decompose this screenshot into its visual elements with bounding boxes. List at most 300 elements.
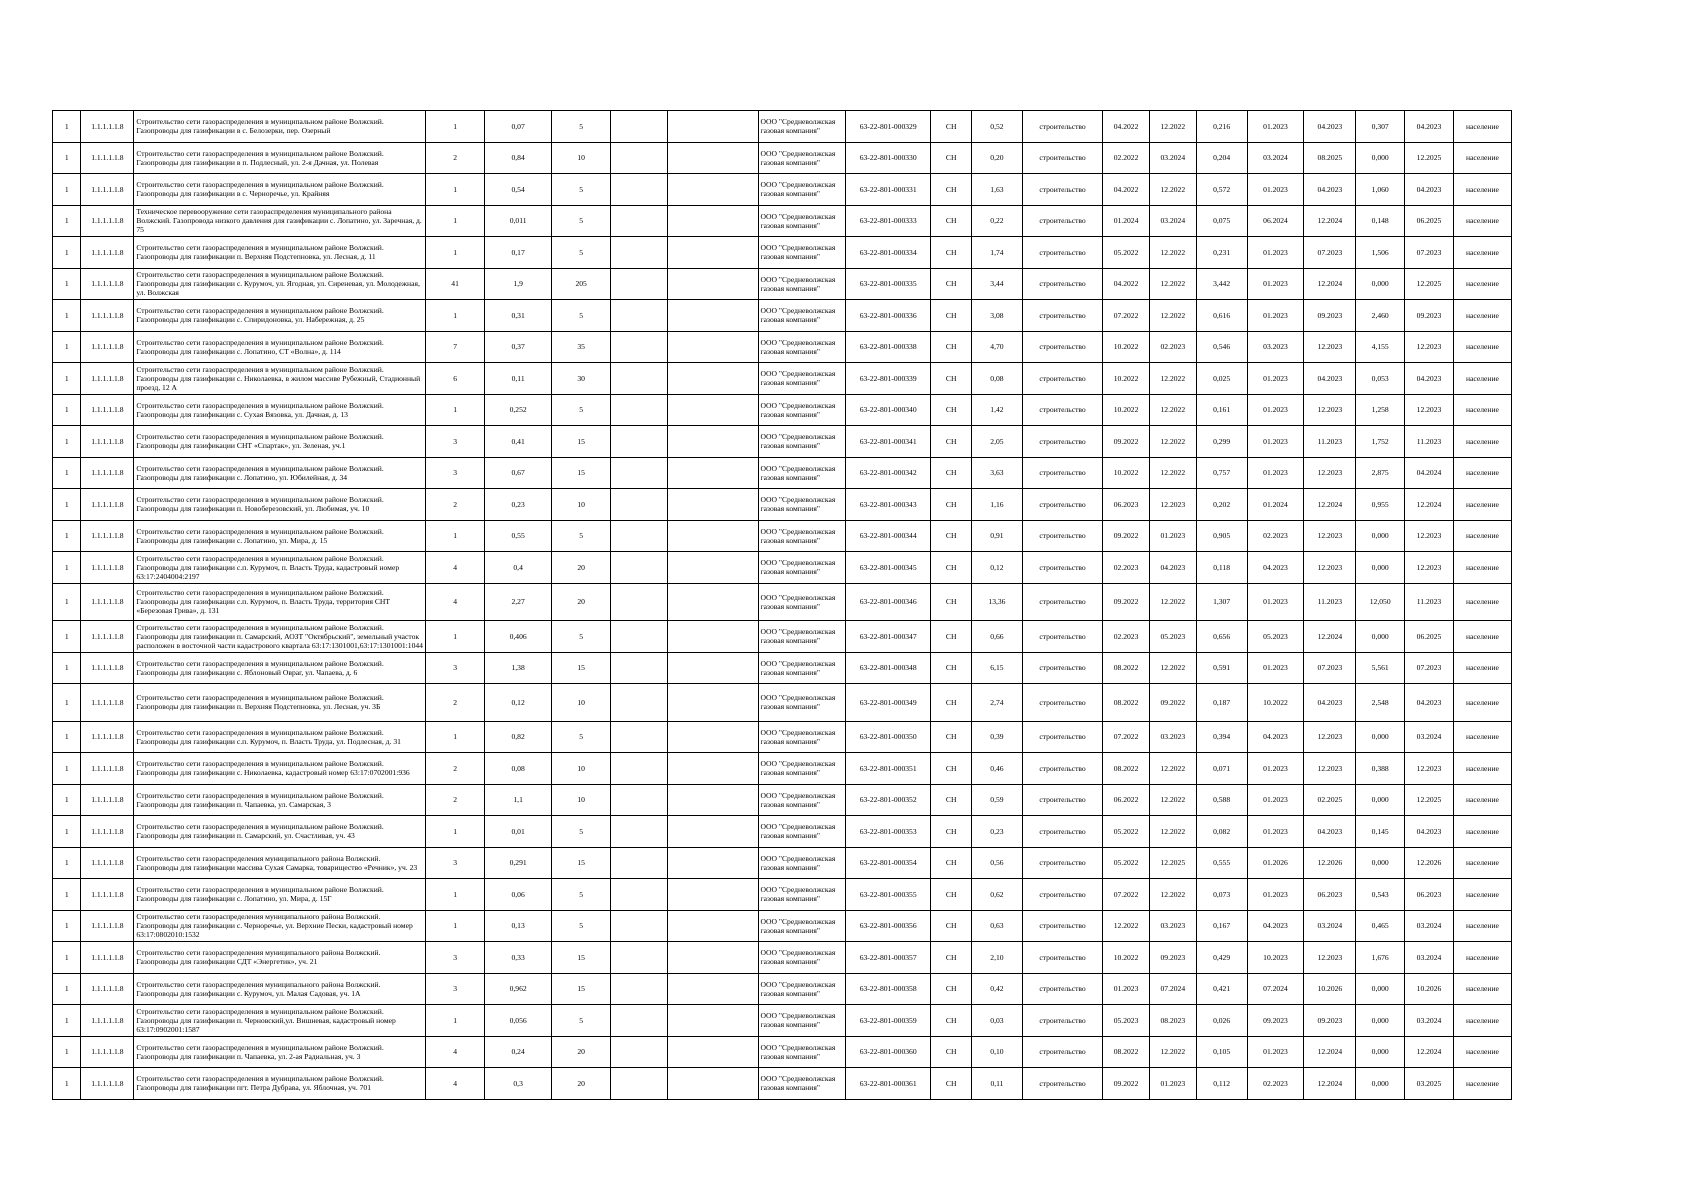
cell-quantity: 3 xyxy=(426,847,485,879)
cell-object-description: Строительство сети газораспределения в муниципальном районе Волжский. Газопроводы для газификации с.п. Курумоч, п. Власть Труда, кадастровый номер 63:17:2404004:2197 xyxy=(134,552,426,584)
cell-date-1: 04.2023 xyxy=(1247,721,1304,753)
cell-project-id: 63-22-801-000353 xyxy=(845,816,930,848)
cell-blank-b xyxy=(668,621,758,653)
cell-date-3: 12.2024 xyxy=(1405,489,1454,521)
cell-blank-b xyxy=(668,784,758,816)
cell-date-1: 01.2023 xyxy=(1247,879,1304,911)
cell-date-1: 05.2023 xyxy=(1247,621,1304,653)
cell-date-2: 09.2023 xyxy=(1304,1005,1356,1037)
cell-row-number: 1 xyxy=(53,331,81,363)
cell-date-3: 04.2023 xyxy=(1405,816,1454,848)
cell-blank-a xyxy=(611,879,668,911)
cell-organization: ООО "Средневолжская газовая компания" xyxy=(758,457,845,489)
cell-cost: 0,66 xyxy=(972,621,1023,653)
cell-object-description: Строительство сети газораспределения в муниципальном районе Волжский. Газопроводы для газификации с.п. Курумоч, п. Власть Труда, территория СНТ «Березовая Грива», д. 131 xyxy=(134,583,426,621)
cell-work-type: строительство xyxy=(1022,1068,1102,1100)
cell-row-number: 1 xyxy=(53,142,81,174)
cell-project-id: 63-22-801-000358 xyxy=(845,973,930,1005)
cell-item-code: 1.1.1.1.1.8 xyxy=(81,1036,134,1068)
cell-organization: ООО "Средневолжская газовая компания" xyxy=(758,652,845,684)
cell-date-2: 08.2025 xyxy=(1304,142,1356,174)
cell-amount-2: 4,155 xyxy=(1356,331,1405,363)
cell-work-type: строительство xyxy=(1022,721,1102,753)
cell-date-1: 06.2024 xyxy=(1247,205,1304,237)
cell-date-2: 12.2024 xyxy=(1304,1068,1356,1100)
cell-start-date: 04.2022 xyxy=(1103,268,1150,300)
cell-organization: ООО "Средневолжская газовая компания" xyxy=(758,111,845,143)
cell-consumer-category: население xyxy=(1453,1068,1511,1100)
cell-amount-1: 0,231 xyxy=(1196,237,1247,269)
cell-cost: 1,16 xyxy=(972,489,1023,521)
cell-amount-2: 0,388 xyxy=(1356,753,1405,785)
cell-length: 0,011 xyxy=(485,205,552,237)
cell-object-description: Строительство сети газораспределения муниципального района Волжский. Газопроводы для газификации массива Сухая Самарка, товарищество «Речник», уч. 23 xyxy=(134,847,426,879)
cell-amount-1: 0,656 xyxy=(1196,621,1247,653)
table-row xyxy=(53,363,1512,395)
cell-cost: 0,62 xyxy=(972,879,1023,911)
cell-row-number: 1 xyxy=(53,621,81,653)
cell-end-date: 12.2025 xyxy=(1149,847,1196,879)
cell-consumer-category: население xyxy=(1453,426,1511,458)
cell-amount-1: 0,204 xyxy=(1196,142,1247,174)
cell-pressure-type: СН xyxy=(931,942,972,974)
cell-quantity: 1 xyxy=(426,520,485,552)
cell-work-type: строительство xyxy=(1022,910,1102,942)
cell-row-number: 1 xyxy=(53,111,81,143)
cell-start-date: 01.2023 xyxy=(1103,973,1150,1005)
cell-object-description: Строительство сети газораспределения в муниципальном районе Волжский. Газопроводы для газификации п. Новоберезовский, ул. Любимая, уч. 10 xyxy=(134,489,426,521)
cell-length: 0,3 xyxy=(485,1068,552,1100)
cell-start-date: 10.2022 xyxy=(1103,394,1150,426)
cell-amount-2: 0,000 xyxy=(1356,1005,1405,1037)
cell-date-2: 12.2023 xyxy=(1304,520,1356,552)
cell-project-id: 63-22-801-000329 xyxy=(845,111,930,143)
cell-date-2: 07.2023 xyxy=(1304,652,1356,684)
cell-organization: ООО "Средневолжская газовая компания" xyxy=(758,142,845,174)
cell-work-type: строительство xyxy=(1022,1036,1102,1068)
cell-amount-1: 0,588 xyxy=(1196,784,1247,816)
cell-length: 0,67 xyxy=(485,457,552,489)
cell-item-code: 1.1.1.1.1.8 xyxy=(81,363,134,395)
cell-capacity: 5 xyxy=(552,721,611,753)
cell-blank-a xyxy=(611,142,668,174)
cell-amount-1: 0,026 xyxy=(1196,1005,1247,1037)
cell-blank-b xyxy=(668,457,758,489)
cell-consumer-category: население xyxy=(1453,1005,1511,1037)
cell-date-1: 01.2023 xyxy=(1247,111,1304,143)
cell-quantity: 4 xyxy=(426,1068,485,1100)
cell-quantity: 3 xyxy=(426,973,485,1005)
cell-length: 0,962 xyxy=(485,973,552,1005)
cell-blank-b xyxy=(668,174,758,206)
table-row xyxy=(53,684,1512,722)
cell-amount-2: 5,561 xyxy=(1356,652,1405,684)
cell-row-number: 1 xyxy=(53,684,81,722)
cell-capacity: 5 xyxy=(552,621,611,653)
cell-start-date: 08.2022 xyxy=(1103,1036,1150,1068)
cell-item-code: 1.1.1.1.1.8 xyxy=(81,268,134,300)
cell-amount-2: 0,000 xyxy=(1356,721,1405,753)
cell-capacity: 15 xyxy=(552,847,611,879)
cell-row-number: 1 xyxy=(53,363,81,395)
cell-work-type: строительство xyxy=(1022,205,1102,237)
cell-amount-1: 0,299 xyxy=(1196,426,1247,458)
cell-row-number: 1 xyxy=(53,174,81,206)
cell-consumer-category: население xyxy=(1453,237,1511,269)
cell-quantity: 1 xyxy=(426,816,485,848)
cell-blank-b xyxy=(668,942,758,974)
table-row xyxy=(53,489,1512,521)
cell-work-type: строительство xyxy=(1022,237,1102,269)
cell-length: 1,1 xyxy=(485,784,552,816)
cell-consumer-category: население xyxy=(1453,784,1511,816)
cell-blank-a xyxy=(611,621,668,653)
cell-consumer-category: население xyxy=(1453,753,1511,785)
cell-date-2: 12.2023 xyxy=(1304,457,1356,489)
cell-project-id: 63-22-801-000338 xyxy=(845,331,930,363)
cell-organization: ООО "Средневолжская газовая компания" xyxy=(758,721,845,753)
cell-date-2: 12.2023 xyxy=(1304,721,1356,753)
cell-start-date: 02.2023 xyxy=(1103,621,1150,653)
cell-start-date: 08.2022 xyxy=(1103,652,1150,684)
cell-work-type: строительство xyxy=(1022,879,1102,911)
cell-quantity: 1 xyxy=(426,879,485,911)
cell-cost: 0,22 xyxy=(972,205,1023,237)
cell-capacity: 10 xyxy=(552,684,611,722)
cell-length: 0,11 xyxy=(485,363,552,395)
cell-work-type: строительство xyxy=(1022,426,1102,458)
cell-date-3: 04.2023 xyxy=(1405,684,1454,722)
cell-start-date: 07.2022 xyxy=(1103,721,1150,753)
cell-cost: 0,63 xyxy=(972,910,1023,942)
cell-capacity: 15 xyxy=(552,973,611,1005)
cell-end-date: 12.2022 xyxy=(1149,1036,1196,1068)
cell-item-code: 1.1.1.1.1.8 xyxy=(81,910,134,942)
cell-blank-b xyxy=(668,1005,758,1037)
cell-capacity: 5 xyxy=(552,111,611,143)
cell-blank-b xyxy=(668,910,758,942)
cell-end-date: 03.2024 xyxy=(1149,205,1196,237)
cell-date-2: 12.2024 xyxy=(1304,1036,1356,1068)
cell-organization: ООО "Средневолжская газовая компания" xyxy=(758,331,845,363)
cell-item-code: 1.1.1.1.1.8 xyxy=(81,1068,134,1100)
cell-capacity: 10 xyxy=(552,142,611,174)
cell-pressure-type: СН xyxy=(931,237,972,269)
cell-organization: ООО "Средневолжская газовая компания" xyxy=(758,583,845,621)
cell-amount-2: 1,676 xyxy=(1356,942,1405,974)
cell-start-date: 02.2022 xyxy=(1103,142,1150,174)
cell-capacity: 5 xyxy=(552,237,611,269)
cell-organization: ООО "Средневолжская газовая компания" xyxy=(758,973,845,1005)
table-row xyxy=(53,237,1512,269)
cell-pressure-type: СН xyxy=(931,684,972,722)
cell-row-number: 1 xyxy=(53,942,81,974)
cell-amount-1: 0,546 xyxy=(1196,331,1247,363)
cell-date-2: 12.2024 xyxy=(1304,268,1356,300)
cell-capacity: 5 xyxy=(552,300,611,332)
cell-project-id: 63-22-801-000334 xyxy=(845,237,930,269)
table-row xyxy=(53,816,1512,848)
cell-consumer-category: население xyxy=(1453,816,1511,848)
cell-organization: ООО "Средневолжская газовая компания" xyxy=(758,174,845,206)
cell-pressure-type: СН xyxy=(931,721,972,753)
cell-end-date: 08.2023 xyxy=(1149,1005,1196,1037)
cell-amount-1: 0,429 xyxy=(1196,942,1247,974)
cell-amount-2: 0,000 xyxy=(1356,973,1405,1005)
table-row xyxy=(53,520,1512,552)
cell-date-2: 12.2023 xyxy=(1304,394,1356,426)
cell-consumer-category: население xyxy=(1453,174,1511,206)
cell-organization: ООО "Средневолжская газовая компания" xyxy=(758,300,845,332)
cell-cost: 0,23 xyxy=(972,816,1023,848)
cell-blank-b xyxy=(668,205,758,237)
cell-item-code: 1.1.1.1.1.8 xyxy=(81,111,134,143)
cell-amount-2: 0,000 xyxy=(1356,520,1405,552)
cell-capacity: 20 xyxy=(552,1068,611,1100)
cell-date-1: 01.2023 xyxy=(1247,394,1304,426)
cell-amount-1: 0,167 xyxy=(1196,910,1247,942)
cell-end-date: 09.2022 xyxy=(1149,684,1196,722)
cell-length: 0,55 xyxy=(485,520,552,552)
cell-row-number: 1 xyxy=(53,816,81,848)
cell-date-1: 01.2023 xyxy=(1247,268,1304,300)
cell-blank-a xyxy=(611,331,668,363)
cell-object-description: Строительство сети газораспределения в муниципальном районе Волжский. Газопроводы для газификации с. Лопатино, ул. Юбилейная, д. 34 xyxy=(134,457,426,489)
cell-pressure-type: СН xyxy=(931,879,972,911)
cell-item-code: 1.1.1.1.1.8 xyxy=(81,426,134,458)
cell-consumer-category: население xyxy=(1453,457,1511,489)
cell-cost: 0,20 xyxy=(972,142,1023,174)
cell-length: 0,24 xyxy=(485,1036,552,1068)
cell-blank-a xyxy=(611,426,668,458)
cell-work-type: строительство xyxy=(1022,652,1102,684)
cell-pressure-type: СН xyxy=(931,1005,972,1037)
cell-organization: ООО "Средневолжская газовая компания" xyxy=(758,205,845,237)
cell-date-2: 12.2023 xyxy=(1304,331,1356,363)
cell-pressure-type: СН xyxy=(931,784,972,816)
cell-length: 0,252 xyxy=(485,394,552,426)
cell-date-2: 12.2026 xyxy=(1304,847,1356,879)
cell-quantity: 3 xyxy=(426,457,485,489)
cell-capacity: 5 xyxy=(552,520,611,552)
cell-capacity: 30 xyxy=(552,363,611,395)
cell-cost: 3,08 xyxy=(972,300,1023,332)
cell-cost: 0,46 xyxy=(972,753,1023,785)
table-row xyxy=(53,174,1512,206)
cell-project-id: 63-22-801-000361 xyxy=(845,1068,930,1100)
table-row xyxy=(53,205,1512,237)
cell-amount-2: 0,145 xyxy=(1356,816,1405,848)
cell-cost: 0,12 xyxy=(972,552,1023,584)
cell-pressure-type: СН xyxy=(931,847,972,879)
cell-blank-a xyxy=(611,394,668,426)
cell-start-date: 08.2022 xyxy=(1103,684,1150,722)
cell-project-id: 63-22-801-000360 xyxy=(845,1036,930,1068)
cell-blank-a xyxy=(611,268,668,300)
cell-project-id: 63-22-801-000330 xyxy=(845,142,930,174)
cell-project-id: 63-22-801-000349 xyxy=(845,684,930,722)
cell-length: 0,31 xyxy=(485,300,552,332)
cell-project-id: 63-22-801-000348 xyxy=(845,652,930,684)
cell-organization: ООО "Средневолжская газовая компания" xyxy=(758,816,845,848)
cell-quantity: 2 xyxy=(426,489,485,521)
cell-date-3: 12.2024 xyxy=(1405,1036,1454,1068)
cell-amount-2: 0,465 xyxy=(1356,910,1405,942)
cell-date-2: 04.2023 xyxy=(1304,363,1356,395)
cell-date-2: 12.2024 xyxy=(1304,621,1356,653)
cell-row-number: 1 xyxy=(53,426,81,458)
cell-object-description: Строительство сети газораспределения в муниципальном районе Волжский. Газопроводы для газификации с. Сухая Вязовка, ул. Дачная, д. 13 xyxy=(134,394,426,426)
cell-consumer-category: население xyxy=(1453,684,1511,722)
cell-amount-2: 2,875 xyxy=(1356,457,1405,489)
cell-date-3: 11.2023 xyxy=(1405,583,1454,621)
cell-blank-a xyxy=(611,1036,668,1068)
cell-blank-b xyxy=(668,583,758,621)
cell-date-3: 12.2025 xyxy=(1405,142,1454,174)
cell-start-date: 06.2023 xyxy=(1103,489,1150,521)
cell-blank-a xyxy=(611,784,668,816)
cell-quantity: 1 xyxy=(426,721,485,753)
cell-pressure-type: СН xyxy=(931,816,972,848)
cell-blank-b xyxy=(668,1036,758,1068)
cell-length: 0,82 xyxy=(485,721,552,753)
table-row xyxy=(53,300,1512,332)
cell-object-description: Строительство сети газораспределения в муниципальном районе Волжский. Газопроводы для газификации пгт. Петра Дубрава, ул. Яблочная, уч. 701 xyxy=(134,1068,426,1100)
cell-pressure-type: СН xyxy=(931,394,972,426)
cell-quantity: 4 xyxy=(426,583,485,621)
cell-quantity: 1 xyxy=(426,174,485,206)
cell-object-description: Строительство сети газораспределения в муниципальном районе Волжский. Газопроводы для газификации с. Курумоч, ул. Ягодная, ул. Сиреневая, ул. Молодежная, ул. Волжская xyxy=(134,268,426,300)
cell-work-type: строительство xyxy=(1022,394,1102,426)
cell-length: 1,9 xyxy=(485,268,552,300)
cell-row-number: 1 xyxy=(53,784,81,816)
cell-blank-b xyxy=(668,1068,758,1100)
cell-date-1: 01.2023 xyxy=(1247,652,1304,684)
cell-blank-a xyxy=(611,721,668,753)
cell-end-date: 12.2022 xyxy=(1149,300,1196,332)
cell-consumer-category: население xyxy=(1453,910,1511,942)
cell-quantity: 1 xyxy=(426,394,485,426)
cell-date-2: 07.2023 xyxy=(1304,237,1356,269)
cell-capacity: 20 xyxy=(552,552,611,584)
cell-object-description: Строительство сети газораспределения муниципального района Волжский. Газопроводы для газификации СДТ «Энергетик», уч. 21 xyxy=(134,942,426,974)
cell-end-date: 03.2023 xyxy=(1149,910,1196,942)
cell-capacity: 5 xyxy=(552,910,611,942)
cell-consumer-category: население xyxy=(1453,300,1511,332)
cell-date-3: 12.2023 xyxy=(1405,394,1454,426)
cell-amount-2: 2,460 xyxy=(1356,300,1405,332)
cell-pressure-type: СН xyxy=(931,174,972,206)
cell-work-type: строительство xyxy=(1022,784,1102,816)
cell-end-date: 05.2023 xyxy=(1149,621,1196,653)
cell-end-date: 01.2023 xyxy=(1149,520,1196,552)
cell-date-3: 04.2023 xyxy=(1405,111,1454,143)
cell-date-3: 12.2025 xyxy=(1405,784,1454,816)
table-row xyxy=(53,753,1512,785)
cell-quantity: 1 xyxy=(426,205,485,237)
cell-object-description: Строительство сети газораспределения в муниципальном районе Волжский. Газопроводы для газификации с. Николаевка, в жилом массиве Рубежный, Стадионный проезд, 12 А xyxy=(134,363,426,395)
cell-organization: ООО "Средневолжская газовая компания" xyxy=(758,753,845,785)
cell-end-date: 07.2024 xyxy=(1149,973,1196,1005)
cell-amount-2: 0,000 xyxy=(1356,1068,1405,1100)
cell-end-date: 12.2022 xyxy=(1149,394,1196,426)
cell-date-3: 04.2024 xyxy=(1405,457,1454,489)
cell-blank-a xyxy=(611,457,668,489)
cell-quantity: 2 xyxy=(426,784,485,816)
cell-length: 0,406 xyxy=(485,621,552,653)
cell-length: 2,27 xyxy=(485,583,552,621)
cell-work-type: строительство xyxy=(1022,1005,1102,1037)
cell-date-3: 12.2023 xyxy=(1405,753,1454,785)
cell-capacity: 5 xyxy=(552,1005,611,1037)
cell-date-2: 10.2026 xyxy=(1304,973,1356,1005)
cell-organization: ООО "Средневолжская газовая компания" xyxy=(758,552,845,584)
cell-end-date: 12.2022 xyxy=(1149,753,1196,785)
cell-end-date: 12.2022 xyxy=(1149,268,1196,300)
cell-cost: 0,03 xyxy=(972,1005,1023,1037)
cell-object-description: Строительство сети газораспределения муниципального района Волжский. Газопроводы для газификации с. Курумоч, ул. Малая Садовая, уч. 1А xyxy=(134,973,426,1005)
cell-row-number: 1 xyxy=(53,753,81,785)
cell-date-1: 01.2023 xyxy=(1247,237,1304,269)
cell-date-2: 04.2023 xyxy=(1304,111,1356,143)
cell-end-date: 12.2022 xyxy=(1149,426,1196,458)
cell-date-3: 06.2023 xyxy=(1405,879,1454,911)
cell-amount-2: 0,148 xyxy=(1356,205,1405,237)
cell-object-description: Строительство сети газораспределения в муниципальном районе Волжский. Газопроводы для газификации п. Чапаевка, ул. 2-ая Радиальная, уч. 3 xyxy=(134,1036,426,1068)
cell-start-date: 05.2023 xyxy=(1103,1005,1150,1037)
cell-pressure-type: СН xyxy=(931,621,972,653)
cell-date-1: 04.2023 xyxy=(1247,910,1304,942)
cell-item-code: 1.1.1.1.1.8 xyxy=(81,973,134,1005)
cell-date-3: 04.2023 xyxy=(1405,174,1454,206)
cell-row-number: 1 xyxy=(53,721,81,753)
cell-quantity: 2 xyxy=(426,684,485,722)
table-row xyxy=(53,1005,1512,1037)
cell-cost: 13,36 xyxy=(972,583,1023,621)
cell-row-number: 1 xyxy=(53,268,81,300)
cell-organization: ООО "Средневолжская газовая компания" xyxy=(758,1068,845,1100)
cell-organization: ООО "Средневолжская газовая компания" xyxy=(758,489,845,521)
cell-capacity: 5 xyxy=(552,394,611,426)
table-row xyxy=(53,552,1512,584)
cell-item-code: 1.1.1.1.1.8 xyxy=(81,784,134,816)
cell-blank-b xyxy=(668,520,758,552)
cell-date-1: 01.2023 xyxy=(1247,363,1304,395)
cell-date-3: 04.2023 xyxy=(1405,363,1454,395)
cell-work-type: строительство xyxy=(1022,174,1102,206)
cell-item-code: 1.1.1.1.1.8 xyxy=(81,721,134,753)
cell-blank-a xyxy=(611,847,668,879)
cell-quantity: 2 xyxy=(426,142,485,174)
cell-organization: ООО "Средневолжская газовая компания" xyxy=(758,847,845,879)
cell-item-code: 1.1.1.1.1.8 xyxy=(81,489,134,521)
cell-work-type: строительство xyxy=(1022,142,1102,174)
cell-blank-b xyxy=(668,268,758,300)
cell-cost: 0,10 xyxy=(972,1036,1023,1068)
cell-object-description: Техническое перевооружение сети газораспределения муниципального района Волжский. Газопровода низкого давления для газификации с. Лопатино, ул. Заречная, д. 75 xyxy=(134,205,426,237)
cell-organization: ООО "Средневолжская газовая компания" xyxy=(758,237,845,269)
cell-cost: 0,56 xyxy=(972,847,1023,879)
cell-cost: 0,39 xyxy=(972,721,1023,753)
cell-blank-a xyxy=(611,753,668,785)
cell-organization: ООО "Средневолжская газовая компания" xyxy=(758,784,845,816)
cell-length: 1,38 xyxy=(485,652,552,684)
cell-capacity: 5 xyxy=(552,205,611,237)
cell-start-date: 10.2022 xyxy=(1103,942,1150,974)
cell-blank-b xyxy=(668,394,758,426)
cell-end-date: 09.2023 xyxy=(1149,942,1196,974)
cell-amount-2: 0,000 xyxy=(1356,621,1405,653)
